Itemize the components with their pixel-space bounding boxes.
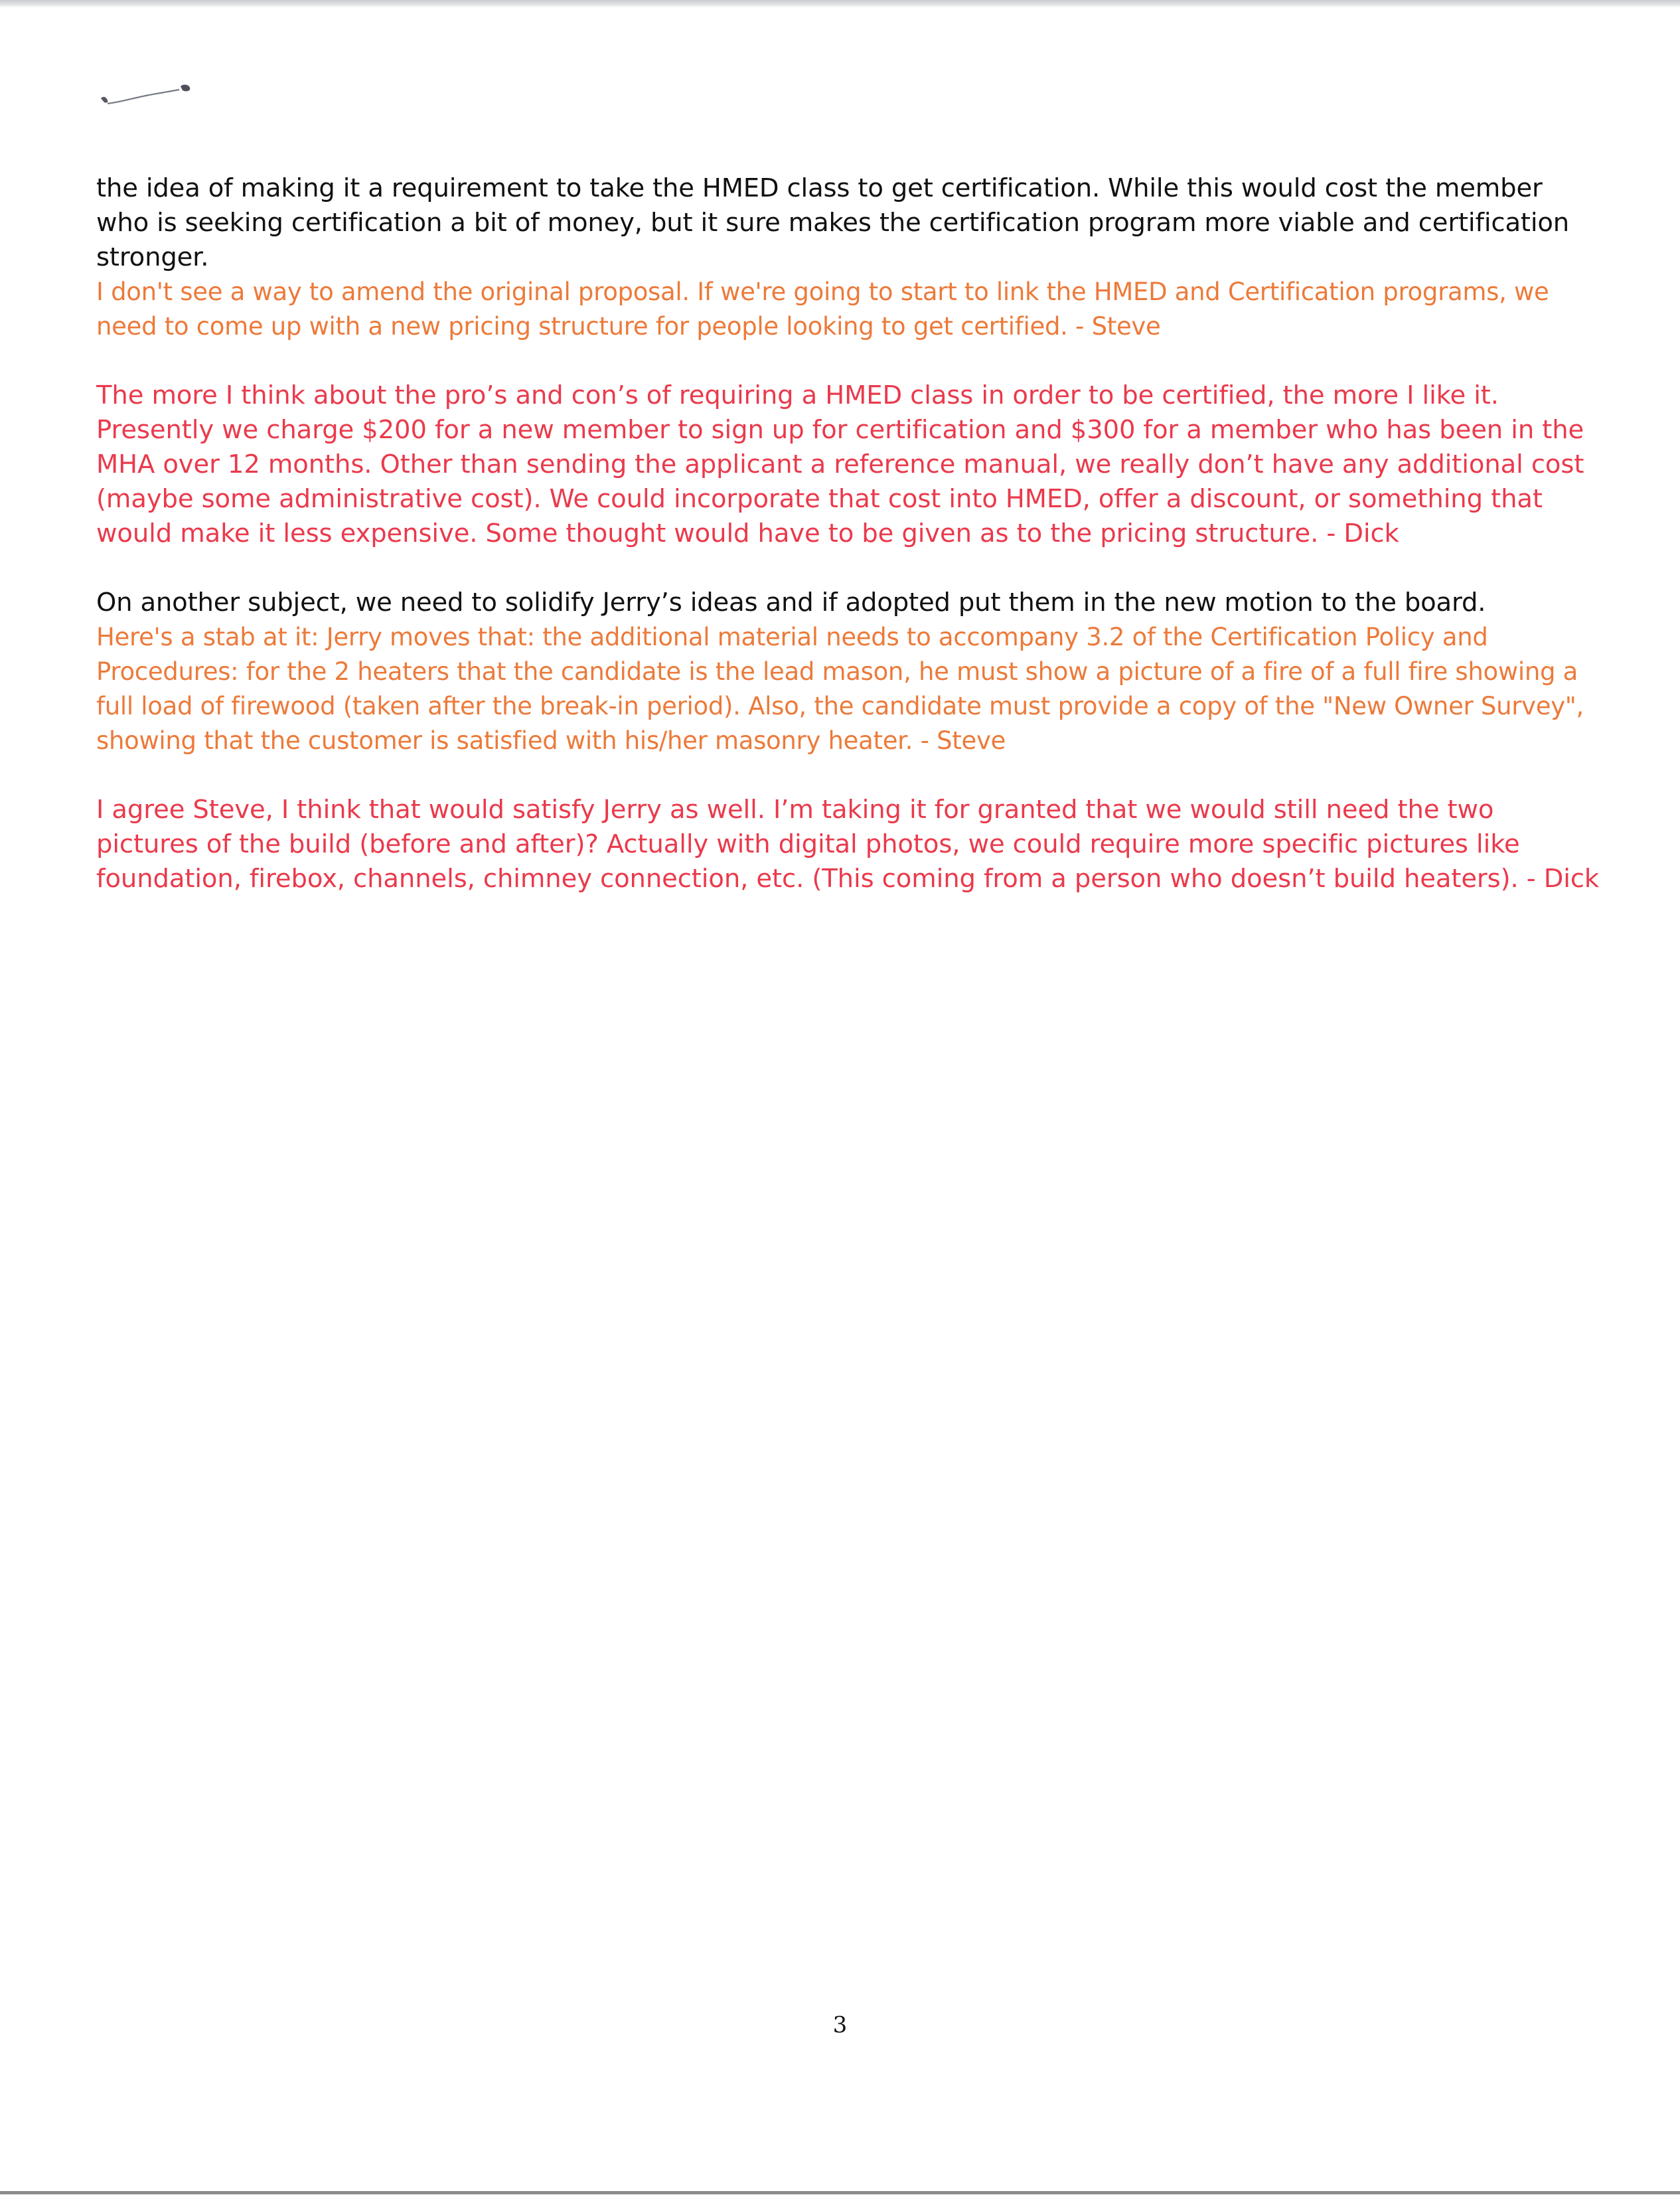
paragraph-steve-motion-draft: Here's a stab at it: Jerry moves that: the additional material needs to accompany 3.2 of the Certification Policy and Procedures: for the 2 heaters that the candidate is the lead mason, he must show a picture of a fire of a full fire showing a full load of firewood (taken after the break-in period). Also, the candidate must provide a copy of the "New Owner Survey", showing that the customer is satisfied with his/her masonry heater. - Steve (96, 623, 1584, 755)
scan-edge-top (0, 0, 1680, 8)
scan-edge-bottom (0, 2191, 1680, 2194)
page-number: 3 (832, 2012, 848, 2038)
paragraph-hmed-requirement: the idea of making it a requirement to take the HMED class to get certification. While this would cost the member who is seeking certification a bit of money, but it sure makes the certification program more viable and certification stronger. (96, 173, 1570, 272)
paragraph-steve-pricing-reply: I don't see a way to amend the original proposal. If we're going to start to link the HMED and Certification programs, we need to come up with a new pricing structure for people looking to get certified. - Steve (96, 278, 1549, 341)
document-body (96, 171, 1600, 896)
paragraph-dick-pros-cons: The more I think about the pro’s and con’s of requiring a HMED class in order to be certified, the more I like it. Presently we charge $200 for a new member to sign up for certification and $300 for a member who has been in the MHA over 12 months. Other than sending the applicant a reference manual, we really don’t have any additional cost (maybe some administrative cost). We could incorporate that cost into HMED, offer a discount, or something that would make it less expensive. Some thought would have to be given as to the pricing structure. - Dick (96, 380, 1584, 548)
paragraph-spacer (96, 344, 1600, 378)
paragraph-spacer (96, 758, 1600, 793)
paragraph-spacer (96, 551, 1600, 586)
ink-smudge-mark (100, 78, 206, 112)
paragraph-dick-agreement: I agree Steve, I think that would satisfy Jerry as well. I’m taking it for granted that we would still need the two pictures of the build (before and after)? Actually with digital photos, we could require more specific pictures like foundation, firebox, channels, chimney connection, etc. (This coming from a person who doesn’t build heaters). - Dick (96, 795, 1600, 894)
paragraph-jerry-ideas: On another subject, we need to solidify Jerry’s ideas and if adopted put them in the new motion to the board. (96, 588, 1486, 617)
